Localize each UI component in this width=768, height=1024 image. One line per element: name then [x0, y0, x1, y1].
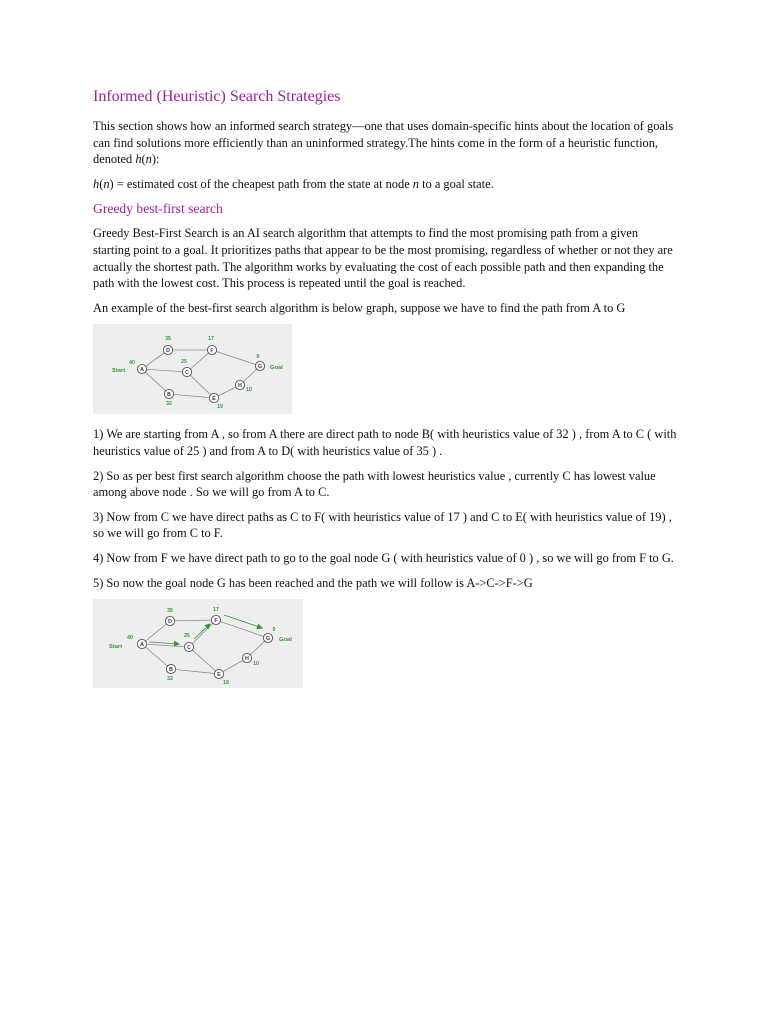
node-g — [263, 633, 272, 642]
h-value-a: 40 — [127, 635, 133, 642]
h-value-e: 19 — [217, 404, 223, 411]
path-arrow-a-c — [149, 642, 179, 644]
h-value-d: 35 — [167, 608, 173, 615]
svg-text:D: D — [168, 618, 172, 625]
goal-label: Goal — [270, 365, 283, 372]
h-value-c: 25 — [184, 633, 190, 640]
edge-c-e — [187, 644, 219, 674]
edge-c-f — [189, 617, 218, 647]
h-value-d: 35 — [165, 336, 171, 343]
document-page — [93, 86, 677, 697]
h-value-h: 10 — [253, 661, 259, 668]
node-f — [207, 346, 216, 355]
svg-text:E: E — [217, 671, 221, 678]
start-label: Start — [112, 368, 126, 375]
edge-a-d — [142, 618, 172, 644]
h-value-b: 32 — [167, 676, 173, 683]
path-arrow-f-g — [224, 615, 262, 628]
node-c — [184, 642, 193, 651]
node-g — [255, 362, 264, 371]
h-value-g: 0 — [272, 627, 276, 634]
step-2: 2) So as per best first search algorithm choose the path with lowest heuristics value , currently C has lowest value among above node . So we will go from A to C. — [93, 468, 656, 500]
edge-f-g — [212, 350, 260, 366]
h-value-b: 32 — [166, 401, 172, 408]
path-arrow-c-f — [194, 624, 210, 639]
edge-a-b — [142, 369, 169, 394]
h-value-a: 40 — [129, 360, 135, 367]
section-title: Greedy best-first search — [93, 201, 223, 217]
svg-text:B: B — [169, 666, 173, 673]
svg-text:C: C — [185, 370, 189, 377]
svg-text:A: A — [140, 641, 144, 648]
svg-text:F: F — [214, 617, 218, 624]
edge-b-e — [169, 666, 219, 674]
graph-diagram-2 — [93, 599, 303, 688]
svg-text:A: A — [140, 367, 144, 374]
heuristic-definition: h(n) = estimated cost of the cheapest path from the state at node n to a goal state. — [93, 176, 494, 191]
node-a — [137, 639, 146, 648]
svg-text:G: G — [265, 635, 271, 642]
svg-text:F: F — [210, 348, 214, 355]
h-value-f: 17 — [213, 607, 219, 614]
svg-text:D: D — [166, 348, 170, 355]
node-h — [242, 653, 251, 662]
svg-text:H: H — [238, 383, 242, 390]
edge-a-b — [140, 641, 171, 669]
h-value-h: 10 — [246, 387, 252, 394]
node-e — [214, 669, 223, 678]
goal-label: Goal — [279, 637, 292, 644]
node-h — [235, 381, 244, 390]
heuristic-h-symbol: h — [135, 152, 142, 167]
graph-figure-2 — [93, 599, 303, 688]
node-b — [166, 664, 175, 673]
svg-text:E: E — [212, 396, 216, 403]
example-paragraph: An example of the best-first search algorithm is below graph, suppose we have to find the path from A to G — [93, 300, 626, 315]
node-d — [163, 346, 172, 355]
h-value-c: 25 — [181, 359, 187, 366]
node-e — [209, 394, 218, 403]
node-b — [164, 390, 173, 399]
node-a — [137, 365, 146, 374]
edge-a-c — [140, 641, 189, 648]
node-d — [165, 616, 174, 625]
edge-f-g — [214, 617, 268, 638]
edge-b-e — [169, 394, 214, 398]
edge-c-e — [187, 372, 214, 398]
edge-a-c — [142, 369, 187, 372]
page-title: Informed (Heuristic) Search Strategies — [93, 88, 341, 105]
node-c — [182, 368, 191, 377]
step-5: 5) So now the goal node G has been reached and the path we will follow is A->C->F->G — [93, 575, 533, 590]
description-paragraph: Greedy Best-First Search is an AI search algorithm that attempts to find the most promising path from a given starting point to a goal. It prioritizes paths that appear to be the most promising, regardless of whether or not they are actually the shortest path. The algorithm works by evaluating the cost of each possible path and then expanding the path with the lowest cost. This process is repeated until the goal is reached. — [93, 226, 673, 291]
graph-figure-1 — [93, 324, 292, 414]
svg-text:H: H — [245, 655, 249, 662]
step-4: 4) Now from F we have direct path to go to the goal node G ( with heuristics value of 0 ) , so we will go from F to G. — [93, 550, 674, 565]
intro-paragraph: This section shows how an informed search strategy—one that uses domain-specific hints about the location of goals can find solutions more efficiently than an uninformed strategy.The hints come in the form of a heuristic function, denoted h(n): — [93, 119, 674, 167]
h-value-f: 17 — [208, 336, 214, 343]
svg-text:C: C — [187, 644, 191, 651]
edge-d-f — [170, 620, 216, 621]
node-f — [211, 615, 220, 624]
graph-diagram-1 — [93, 324, 292, 414]
step-1: 1) We are starting from A , so from A there are direct path to node B( with heuristics value of 32 ) , from A to C ( with heuristics value of 25 ) and from A to D( with heuristics value of 35 ) . — [93, 427, 677, 458]
h-value-e: 19 — [223, 680, 229, 687]
svg-text:B: B — [167, 392, 171, 399]
heuristic-n-symbol: n — [145, 152, 152, 167]
step-3: 3) Now from C we have direct paths as C to F( with heuristics value of 17 ) and C to E( with heuristics value of 19) , so we will go from C to F. — [93, 509, 672, 541]
h-value-g: 0 — [256, 354, 260, 361]
svg-text:G: G — [257, 364, 263, 371]
start-label: Start — [109, 644, 123, 651]
